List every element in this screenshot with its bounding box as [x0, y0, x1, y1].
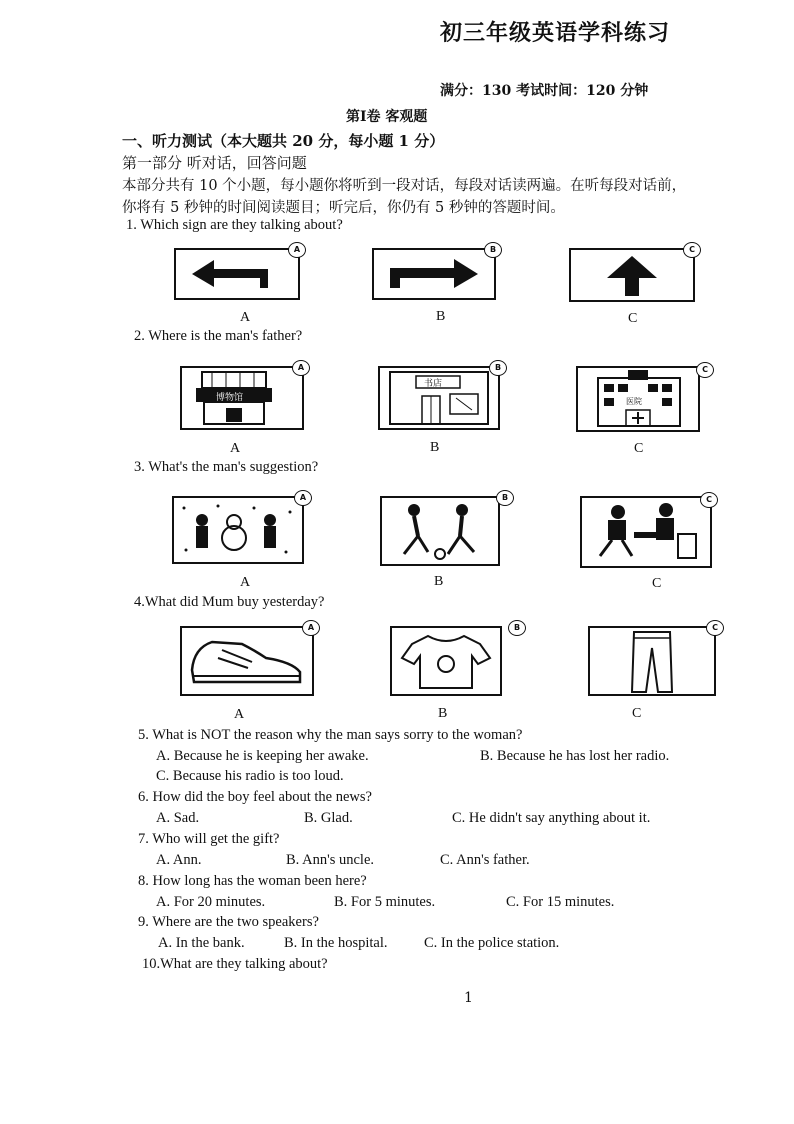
- page-title: 初三年级英语学科练习: [440, 20, 671, 46]
- q5-option-b[interactable]: B. Because he has lost her radio.: [480, 748, 670, 764]
- up-arrow-icon: [571, 250, 693, 300]
- playing-football-scene-icon: [382, 498, 498, 564]
- q3-badge-a: A: [294, 490, 312, 506]
- part-heading: 第一部分 听对话，回答问题: [122, 154, 307, 172]
- q4-badge-c: C: [706, 620, 724, 636]
- q3-badge-b: B: [496, 490, 514, 506]
- q4-option-c-picture[interactable]: [588, 626, 716, 696]
- question-7: 7. Who will get the gift?: [138, 831, 280, 847]
- q1-badge-c: C: [683, 242, 701, 258]
- q2-badge-a: A: [292, 360, 310, 376]
- q2-label-c: C: [634, 441, 644, 456]
- q4-badge-b: B: [508, 620, 526, 636]
- q4-label-c: C: [632, 706, 642, 721]
- q7-option-b[interactable]: B. Ann's uncle.: [286, 852, 374, 868]
- q4-label-a: A: [234, 707, 245, 722]
- instruction-line-1: 本部分共有 10 个小题，每小题你将听到一段对话，每段对话读两遍。在听每段对话前，: [122, 178, 687, 194]
- q8-option-c[interactable]: C. For 15 minutes.: [506, 894, 615, 910]
- q4-option-b-picture[interactable]: [390, 626, 502, 696]
- q9-option-b[interactable]: B. In the hospital.: [284, 935, 388, 951]
- q2-option-b-picture[interactable]: [378, 366, 500, 430]
- q3-option-a-picture[interactable]: [172, 496, 304, 564]
- q9-option-c[interactable]: C. In the police station.: [424, 935, 560, 951]
- q5-option-c[interactable]: C. Because his radio is too loud.: [156, 768, 344, 784]
- q7-option-a[interactable]: A. Ann.: [156, 852, 202, 868]
- sneaker-icon: [182, 628, 312, 694]
- instruction-line-2: 你将有 5 秒钟的时间阅读题目；听完后，你仍有 5 秒钟的答题时间。: [122, 200, 565, 216]
- q1-badge-b: B: [484, 242, 502, 258]
- q5-option-a[interactable]: A. Because he is keeping her awake.: [156, 748, 369, 764]
- question-2: 2. Where is the man's father?: [134, 328, 303, 344]
- section-heading: 一、听力测试（本大题共 20 分，每小题 1 分）: [122, 132, 445, 150]
- question-10: 10.What are they talking about?: [142, 956, 328, 972]
- q9-option-a[interactable]: A. In the bank.: [158, 935, 245, 951]
- trousers-icon: [590, 628, 714, 694]
- q3-label-b: B: [434, 574, 444, 589]
- snow-play-scene-icon: [174, 498, 302, 562]
- q3-badge-c: C: [700, 492, 718, 508]
- question-4: 4.What did Mum buy yesterday?: [134, 594, 325, 610]
- question-8: 8. How long has the woman been here?: [138, 873, 367, 889]
- q6-option-b[interactable]: B. Glad.: [304, 810, 353, 826]
- museum-sign: 博物馆: [216, 393, 244, 403]
- q1-label-a: A: [240, 310, 251, 325]
- page-number: 1: [464, 990, 473, 1006]
- question-3: 3. What's the man's suggestion?: [134, 459, 319, 475]
- q4-label-b: B: [438, 706, 448, 721]
- question-9: 9. Where are the two speakers?: [138, 914, 319, 930]
- q4-option-a-picture[interactable]: [180, 626, 314, 696]
- q3-label-a: A: [240, 575, 251, 590]
- q2-option-c-picture[interactable]: [576, 366, 700, 432]
- q6-option-a[interactable]: A. Sad.: [156, 810, 200, 826]
- q7-option-c[interactable]: C. Ann's father.: [440, 852, 530, 868]
- exam-meta: 满分：130 考试时间：120 分钟: [440, 83, 649, 99]
- right-turn-arrow-icon: [374, 250, 494, 298]
- q1-option-c-picture[interactable]: [569, 248, 695, 302]
- q2-badge-c: C: [696, 362, 714, 378]
- hospital-sign: 医院: [626, 397, 642, 406]
- t-shirt-icon: [392, 628, 500, 694]
- q1-label-b: B: [436, 309, 446, 324]
- q1-label-c: C: [628, 311, 638, 326]
- q2-label-b: B: [430, 440, 440, 455]
- volume-heading: 第Ⅰ卷 客观题: [346, 109, 428, 125]
- q8-option-b[interactable]: B. For 5 minutes.: [334, 894, 436, 910]
- question-5: 5. What is NOT the reason why the man says sorry to the woman?: [138, 727, 523, 743]
- bookstore-sign: 书店: [424, 379, 443, 389]
- q3-label-c: C: [652, 576, 662, 591]
- q1-option-a-picture[interactable]: [174, 248, 300, 300]
- q6-option-c[interactable]: C. He didn't say anything about it.: [452, 810, 651, 826]
- question-6: 6. How did the boy feel about the news?: [138, 789, 372, 805]
- q2-option-a-picture[interactable]: [180, 366, 304, 430]
- q4-badge-a: A: [302, 620, 320, 636]
- q3-option-c-picture[interactable]: [580, 496, 712, 568]
- chess-game-scene-icon: [582, 498, 710, 566]
- q2-label-a: A: [230, 441, 241, 456]
- q1-badge-a: A: [288, 242, 306, 258]
- left-turn-arrow-icon: [176, 250, 298, 298]
- q3-option-b-picture[interactable]: [380, 496, 500, 566]
- q8-option-a[interactable]: A. For 20 minutes.: [156, 894, 266, 910]
- q1-option-b-picture[interactable]: [372, 248, 496, 300]
- question-1: 1. Which sign are they talking about?: [126, 217, 343, 233]
- q2-badge-b: B: [489, 360, 507, 376]
